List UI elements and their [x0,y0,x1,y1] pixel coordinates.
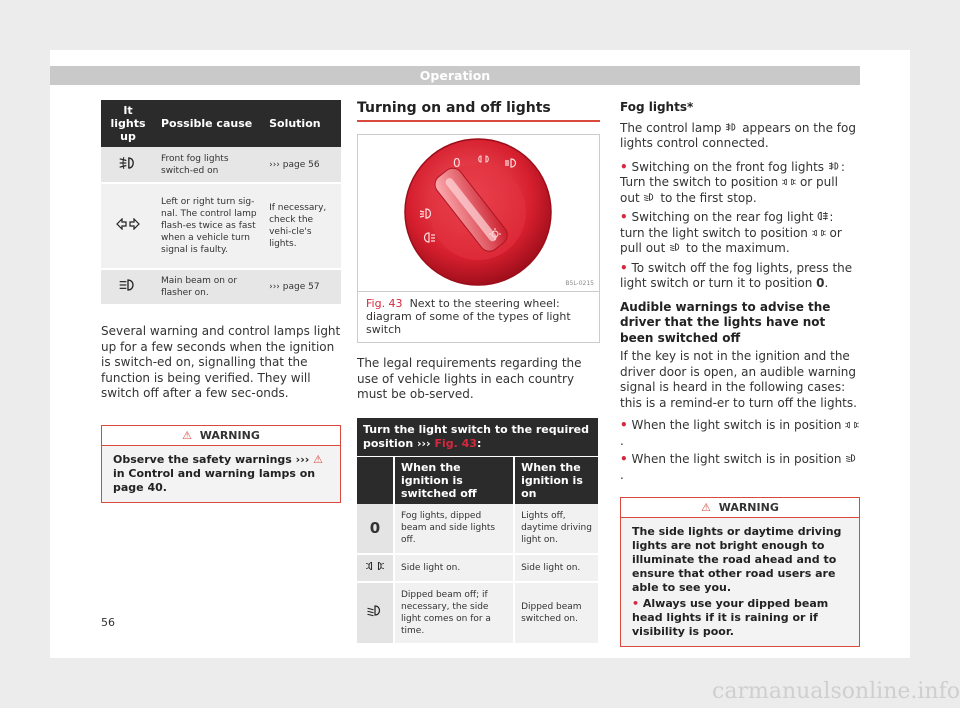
switch-position-table [357,418,600,645]
side-light-icon [845,421,859,429]
section-title: Turning on and off lights [357,100,600,122]
warning-box [620,497,860,647]
fog-bullet-front: • Switching on the front fog lights : Turn the switch to position or pull out to the first stop. [620,159,845,205]
fog-intro: The control lamp appears on the fog lights control connected. [620,120,856,150]
turn-signal-icon [101,183,155,269]
table-row [101,183,341,269]
warning-triangle-icon: ⚠ [182,428,193,442]
lamp-col-header-cause: Possible cause [155,100,263,147]
warning-text: The side lights or daytime driving lights are not bright enough to illuminate the road ahead and to ensure that other road users are able to see you. • Always use your dipped beam head lights if it is raining or if visibility is poor. [621,518,859,646]
dipped-beam-icon [669,242,682,252]
left-column [101,100,341,503]
switch-on-cell: Side light on. [514,554,599,582]
lamp-cause: Left or right turn sig-nal. The control lamp flash-es twice as fast when a vehicle turn signal is faulty. [155,183,263,269]
light-switch-diagram [358,135,599,291]
figure-label: Fig. 43 [366,297,403,310]
intro-paragraph: Several warning and control lamps light up for a few seconds when the ignition is switch-ed on, signalling that the function is being verified. They will switch off after a few sec-onds. [101,324,341,400]
warning-title: WARNING [199,428,260,442]
lamp-solution-link[interactable]: ››› page 57 [263,269,341,305]
fog-bullet-off: • To switch off the fog lights, press the light switch or turn it to position 0. [620,260,853,290]
switch-col-header-off: When the ignition is switched off [394,456,514,504]
page-number: 56 [101,616,115,629]
warning-text: Observe the safety warnings ››› ⚠ in Control and warning lamps on page 40. [102,446,340,502]
front-fog-icon [725,122,738,132]
lamp-solution: If necessary, check the vehi-cle's lights. [263,183,341,269]
warning-header [102,426,340,446]
page-header: Operation [50,66,860,85]
main-beam-icon [101,269,155,305]
dipped-beam-icon [357,582,394,644]
lamp-col-header-solution: Solution [263,100,341,147]
figure-caption: Fig. 43 Next to the steering wheel: diagram of some of the types of light switch [358,291,599,342]
side-light-icon [782,178,796,186]
warning-title: WARNING [718,501,779,514]
warning-box [101,425,341,503]
light-switch-knob-image [358,135,599,291]
switch-table-caption: Turn the light switch to the required position ››› Fig. 43: [357,418,599,457]
switch-col-header-on: When the ignition is on [514,456,599,504]
site-watermark: carmanualsonline.info [712,679,960,704]
lamp-cause: Main beam on or flasher on. [155,269,263,305]
front-fog-lamp-icon [101,147,155,183]
switch-off-cell: Side light on. [394,554,514,582]
dipped-beam-icon [643,192,656,202]
figure-43 [357,134,600,343]
lamp-solution-link[interactable]: ››› page 56 [263,147,341,183]
side-light-icon [812,229,826,237]
switch-off-cell: Fog lights, dipped beam and side lights off. [394,504,514,554]
figure-code: B5L-0215 [565,280,594,287]
dipped-beam-icon [845,453,858,463]
table-row [101,147,341,183]
right-column [620,100,860,647]
middle-column [357,100,600,645]
lamp-table [101,100,341,306]
legal-paragraph: The legal requirements regarding the use of vehicle lights in each country must be ob-served. [357,356,582,401]
lamp-col-header-lights: It lights up [101,100,155,147]
warning-triangle-icon: ⚠ [701,501,712,514]
warning-header [621,498,859,518]
front-fog-icon [828,161,841,171]
lamp-cause: Front fog lights switch-ed on [155,147,263,183]
switch-on-cell: Dipped beam switched on. [514,582,599,644]
table-row [357,582,599,644]
rear-fog-icon [817,211,829,221]
position-zero-icon: 0 [357,504,394,554]
audible-text: If the key is not in the ignition and the driver door is open, an audible warning signal is heard in the following cases: this is a remind-er to turn off the lights. [620,349,857,410]
audible-bullet-1: • When the light switch is in position . [620,418,860,449]
knob-zero-label: 0 [453,156,461,170]
switch-col-header-icon [357,456,394,504]
warning-triangle-icon: ⚠ [313,452,323,466]
switch-off-cell: Dipped beam off; if necessary, the side light comes on for a time. [394,582,514,644]
side-light-icon [357,554,394,582]
table-row [101,269,341,305]
switch-on-cell: Lights off, daytime driving light on. [514,504,599,554]
table-row [357,504,599,554]
audible-heading: Audible warnings to advise the driver that the lights have not been switched off [620,299,831,345]
warning-link[interactable]: in Control and warning lamps on page 40. [113,466,316,494]
fig-link[interactable]: Fig. 43 [434,436,477,450]
fog-bullet-rear: • Switching on the rear fog light : turn the light switch to position or pull out to the maximum. [620,210,842,255]
audible-bullet-2: • When the light switch is in position . [620,452,860,483]
fog-lights-heading: Fog lights* [620,100,694,114]
table-row [357,554,599,582]
